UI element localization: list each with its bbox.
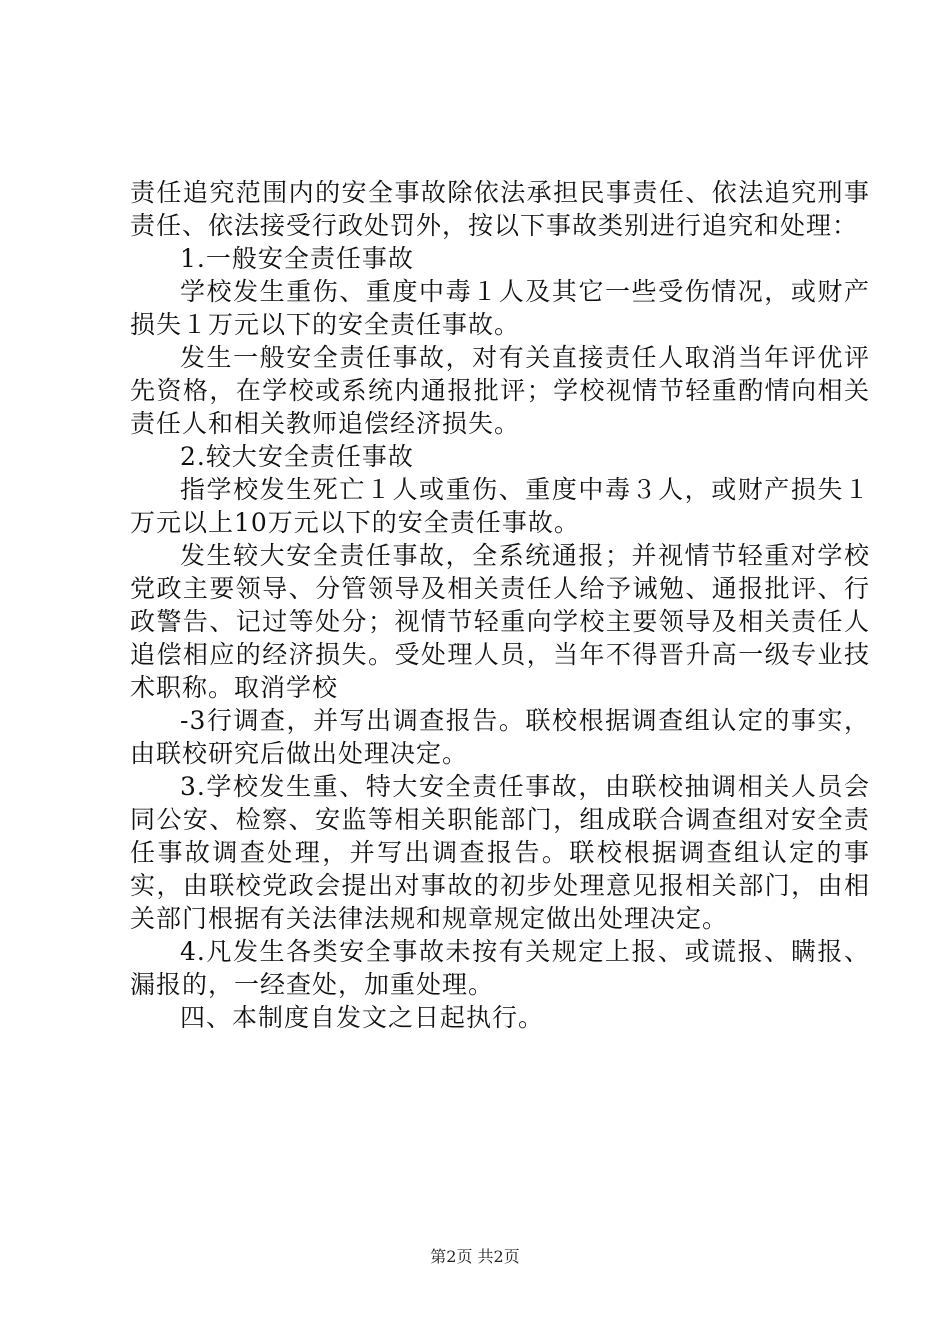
paragraph-investigation: -3行调查，并写出调查报告。联校根据调查组认定的事实，由联校研究后做出处理决定。 — [130, 706, 870, 768]
paragraph-effective-date: 四、本制度自发文之日起执行。 — [180, 1003, 545, 1032]
paragraph-intro: 责任追究范围内的安全事故除依法承担民事责任、依法追究刑事责任、依法接受行政处罚外，按以下事故类别进行追究和处理： — [130, 178, 870, 240]
page-number-footer: 第2页 共2页 — [430, 1247, 520, 1266]
paragraph-general-handling: 发生一般安全责任事故，对有关直接责任人取消当年评优评先资格，在学校或系统内通报批评；学校视情节轻重酌情向相关责任人和相关教师追偿经济损失。 — [130, 343, 870, 438]
heading-major-accident: 2.较大安全责任事故 — [180, 442, 414, 471]
paragraph-major-definition: 指学校发生死亡１人或重伤、重度中毒３人，或财产损失１万元以上10万元以下的安全责任事故。 — [130, 475, 870, 537]
document-body — [130, 176, 870, 1034]
paragraph-serious-accident: 3.学校发生重、特大安全责任事故，由联校抽调相关人员会同公安、检察、安监等相关职能部门，组成联合调查组对安全责任事故调查处理，并写出调查报告。联校根据调查组认定的事实，由联校党政会提出对事故的初步处理意见报相关部门，由相关部门根据有关法律法规和规章规定做出处理决定。 — [130, 772, 870, 933]
paragraph-general-definition: 学校发生重伤、重度中毒１人及其它一些受伤情况，或财产损失１万元以下的安全责任事故。 — [130, 277, 870, 339]
paragraph-reporting: 4.凡发生各类安全事故未按有关规定上报、或谎报、瞒报、漏报的，一经查处，加重处理。 — [130, 937, 870, 999]
paragraph-major-handling: 发生较大安全责任事故，全系统通报；并视情节轻重对学校党政主要领导、分管领导及相关责任人给予诫勉、通报批评、行政警告、记过等处分；视情节轻重向学校主要领导及相关责任人追偿相应的经济损失。受处理人员，当年不得晋升高一级专业技术职称。取消学校 — [130, 541, 870, 702]
heading-general-accident: 1.一般安全责任事故 — [180, 244, 414, 273]
